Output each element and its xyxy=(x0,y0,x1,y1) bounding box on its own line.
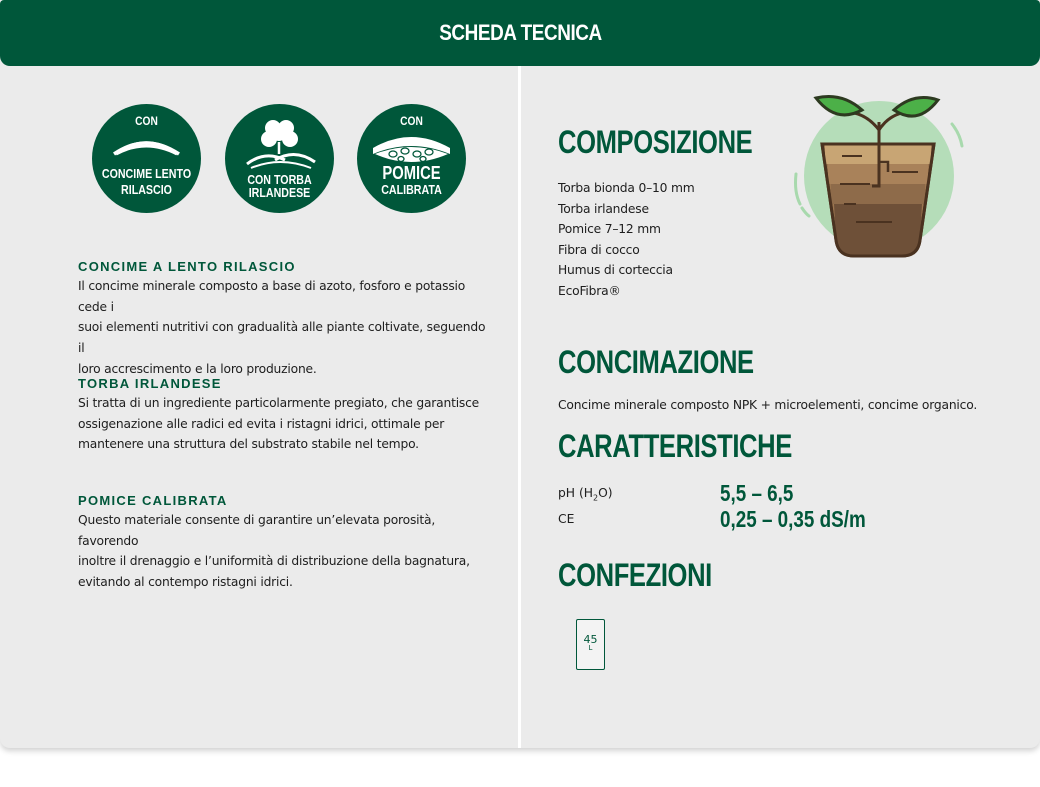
feature-irish-peat xyxy=(78,375,488,455)
header-bar xyxy=(0,0,1040,66)
feature-line: ossigenazione alle radici ed evita i ristagni idrici, ottimale per xyxy=(78,416,445,431)
badge-con-label: CON xyxy=(135,114,158,128)
badge-label-line2: CALIBRATA xyxy=(381,182,442,197)
badge-label-line1: CON TORBA xyxy=(247,172,312,187)
feature-description xyxy=(78,276,488,380)
fertilization-text: Concime minerale composto NPK + microelementi, concime organico. xyxy=(558,398,978,412)
feature-line: loro accrescimento e la loro produzione. xyxy=(78,361,317,376)
column-divider xyxy=(518,66,521,748)
feature-slow-release xyxy=(78,258,488,380)
potted-plant-icon xyxy=(792,92,972,262)
composition-list xyxy=(558,178,695,301)
feature-line: inoltre il drenaggio e l’uniformità di distribuzione della bagnatura, xyxy=(78,554,470,569)
badge-irish-peat xyxy=(225,104,334,213)
ph-label-prefix: pH (H xyxy=(558,486,594,500)
composition-title: COMPOSIZIONE xyxy=(558,124,753,160)
ph-label xyxy=(558,486,613,502)
feature-line: Il concime minerale composto a base di azoto, fosforo e potassio cede i xyxy=(78,279,466,314)
package-45l-icon xyxy=(576,619,605,670)
badge-con-label: CON xyxy=(400,114,423,128)
ce-value: 0,25 – 0,35 dS/m xyxy=(720,506,866,532)
characteristics-title: CARATTERISTICHE xyxy=(558,428,792,464)
badge-label-line1: POMICE xyxy=(382,163,441,183)
list-item: Pomice 7–12 mm xyxy=(558,222,661,236)
feature-description xyxy=(78,510,488,593)
feature-title: TORBA IRLANDESE xyxy=(78,376,222,391)
page-title: SCHEDA TECNICA xyxy=(438,20,602,45)
feature-description xyxy=(78,393,488,455)
feature-line: Questo materiale consente di garantire un’elevata porosità, favorendo xyxy=(78,513,436,548)
feature-line: Si tratta di un ingrediente particolarmente pregiato, che garantisce xyxy=(78,396,480,410)
feature-calibrated-pumice xyxy=(78,492,488,593)
badge-calibrated-pumice xyxy=(357,104,466,213)
ph-label-sub: 2 xyxy=(593,493,599,503)
list-item: Humus di corteccia xyxy=(558,263,673,277)
badge-label-line2: RILASCIO xyxy=(121,182,172,197)
packaging-title: CONFEZIONI xyxy=(558,557,712,593)
feature-title: CONCIME A LENTO RILASCIO xyxy=(78,259,296,274)
fertilization-title: CONCIMAZIONE xyxy=(558,344,754,380)
feature-line: mantenere una struttura del substrato stabile nel tempo. xyxy=(78,437,419,452)
ph-value: 5,5 – 6,5 xyxy=(720,480,794,506)
package-unit: L xyxy=(588,644,593,652)
ce-label: CE xyxy=(558,512,575,526)
feature-line: evitando al contempo ristagni idrici. xyxy=(78,575,293,590)
list-item: Fibra di cocco xyxy=(558,242,640,257)
package-size: 45 xyxy=(583,633,598,646)
list-item: Torba irlandese xyxy=(558,201,649,216)
badge-label-line1: CONCIME LENTO xyxy=(101,166,192,181)
feature-title: POMICE CALIBRATA xyxy=(78,493,228,508)
feature-line: suoi elementi nutritivi con gradualità alle piante coltivate, seguendo il xyxy=(78,320,486,356)
ph-label-suffix: O) xyxy=(598,486,613,500)
badge-label-line2: IRLANDESE xyxy=(248,185,311,200)
badge-slow-release-fertilizer xyxy=(92,104,201,213)
list-item: Torba bionda 0–10 mm xyxy=(558,181,695,195)
list-item: EcoFibra® xyxy=(558,283,621,298)
